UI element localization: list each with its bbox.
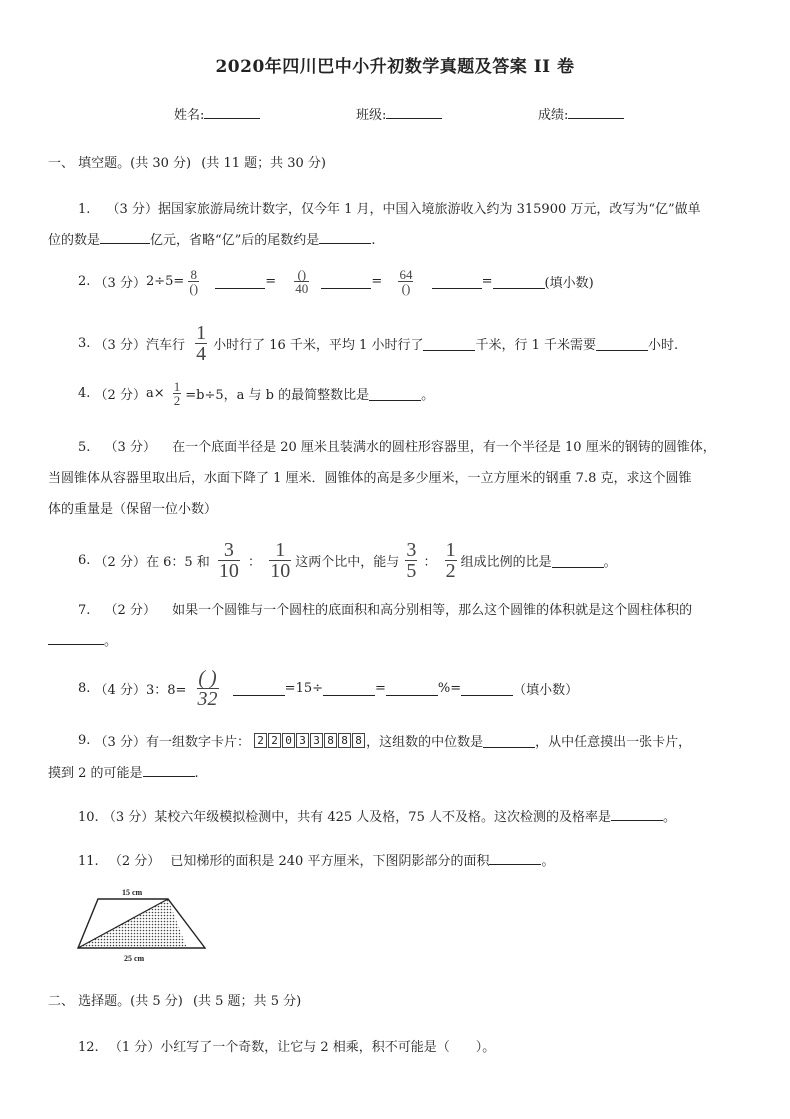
- number-card: 8: [338, 733, 351, 748]
- number-card: 3: [310, 733, 323, 748]
- answer-blank[interactable]: [461, 682, 513, 696]
- answer-blank[interactable]: [432, 275, 482, 289]
- question-score: （2 分）: [108, 854, 161, 869]
- question-number: 1.: [78, 202, 91, 217]
- question-text: .: [194, 766, 199, 781]
- question-number: 9.: [78, 733, 91, 748]
- score-label: 成绩:: [538, 108, 569, 123]
- number-card: 0: [282, 733, 295, 748]
- question-text: 位的数是: [48, 233, 101, 248]
- question-number: 11.: [78, 854, 99, 869]
- question-8: [78, 668, 578, 709]
- question-12: [78, 1036, 495, 1055]
- bottom-length-label: 25 cm: [124, 954, 145, 963]
- name-blank[interactable]: [204, 105, 260, 119]
- question-text: 某校六年级模拟检测中，共有 425 人及格，75 人不及格。这次检测的及格率是: [154, 810, 611, 825]
- question-number: 2.: [78, 274, 91, 289]
- question-text: 2÷5=: [145, 274, 185, 289]
- question-text: 如果一个圆锥与一个圆柱的底面积和高分别相等，那么这个圆锥的体积就是这个圆柱体积的: [172, 603, 693, 618]
- question-number: 10.: [78, 810, 99, 825]
- answer-blank[interactable]: [319, 230, 371, 244]
- section-meta: (共 11 题；共 30 分): [201, 156, 326, 171]
- answer-blank[interactable]: [233, 682, 285, 696]
- question-text: 在 6：5 和: [145, 555, 210, 570]
- question-score: （3 分）: [102, 810, 155, 825]
- question-number: 7.: [78, 603, 91, 618]
- question-text: 摸到 2 的可能是: [48, 766, 143, 781]
- question-text: 3：8=: [145, 683, 187, 698]
- question-text: 小红写了一个奇数，让它与 2 相乘，积不可能是（ ）。: [160, 1040, 496, 1055]
- question-text: （填小数）: [513, 683, 579, 698]
- question-text: ，这组数的中位数是: [366, 735, 484, 750]
- answer-blank[interactable]: [100, 230, 150, 244]
- page-title: 2020年四川巴中小升初数学真题及答案 II 卷: [215, 57, 575, 77]
- question-number: 12.: [78, 1040, 99, 1055]
- question-text: 在一个底面半径是 20 厘米且装满水的圆柱形容器里，有一个半径是 10 厘米的钢铸的圆锥体，: [172, 440, 716, 455]
- answer-blank[interactable]: [386, 682, 438, 696]
- question-10: [78, 806, 676, 825]
- number-card: 8: [352, 733, 365, 748]
- number-card: 2: [268, 733, 281, 748]
- fraction: $\frac{64}{()}$: [399, 267, 413, 296]
- question-score: （2 分）: [94, 388, 146, 403]
- section-meta: (共 5 题；共 5 分): [192, 994, 302, 1009]
- equals-sign: =: [265, 274, 277, 289]
- number-cards: [254, 733, 366, 748]
- question-number: 8.: [78, 681, 91, 696]
- question-text: 有一组数字卡片：: [145, 735, 250, 750]
- answer-blank[interactable]: [423, 337, 475, 351]
- question-text: 小时行了 16 千米，平均 1 小时行了: [213, 338, 424, 353]
- fraction: $\frac{( )}{32}$: [197, 667, 218, 710]
- question-score: （2 分）: [94, 555, 146, 570]
- score-blank[interactable]: [568, 105, 624, 119]
- colon: ：: [248, 555, 262, 570]
- class-blank[interactable]: [386, 105, 442, 119]
- equals-sign: =: [481, 274, 493, 289]
- fraction: $\frac{()}{40}$: [295, 267, 309, 296]
- answer-blank[interactable]: [215, 275, 265, 289]
- question-text: 汽车行: [145, 338, 185, 353]
- question-7-line2: [48, 630, 117, 649]
- number-card: 3: [296, 733, 309, 748]
- question-text: .: [371, 233, 376, 248]
- section-header: [48, 152, 326, 171]
- section-label: 一、 填空题。(共 30 分): [48, 156, 192, 171]
- fraction: $\frac{3}{10}$: [218, 539, 239, 582]
- answer-blank[interactable]: [611, 807, 663, 821]
- question-score: （3 分）: [94, 735, 146, 750]
- trapezoid-figure: [70, 884, 210, 966]
- question-number: 6.: [78, 553, 91, 568]
- question-5: [78, 436, 716, 455]
- question-number: 4.: [78, 386, 91, 401]
- question-text: =: [375, 681, 386, 696]
- question-text: 这两个比中，能与: [295, 555, 400, 570]
- number-card: 2: [254, 733, 267, 748]
- question-text: 组成比例的比是: [460, 555, 552, 570]
- fraction: $\frac{1}{2}$: [445, 539, 456, 582]
- answer-blank[interactable]: [493, 275, 545, 289]
- answer-blank[interactable]: [321, 275, 371, 289]
- question-text: 。: [421, 388, 435, 403]
- fraction: $\frac{1}{2}$: [173, 379, 181, 408]
- question-score: （4 分）: [94, 683, 146, 698]
- question-text: 千米，行 1 千米需要: [475, 338, 596, 353]
- answer-blank[interactable]: [596, 337, 648, 351]
- question-text: (填小数): [544, 276, 594, 291]
- question-4: [78, 380, 434, 407]
- question-text: 亿元，省略“亿”后的尾数约是: [150, 233, 320, 248]
- fraction: $\frac{3}{5}$: [406, 539, 417, 582]
- class-field: [356, 104, 442, 123]
- question-score: （3 分）: [104, 440, 156, 455]
- question-9: [78, 731, 691, 750]
- answer-blank[interactable]: [323, 682, 375, 696]
- question-score: （1 分）: [108, 1040, 161, 1055]
- fraction: $\frac{8}{()}$: [189, 267, 199, 296]
- question-text: ，从中任意摸出一张卡片，: [535, 735, 692, 750]
- score-field: [538, 104, 624, 123]
- class-label: 班级:: [356, 108, 387, 123]
- name-field: [174, 104, 260, 123]
- section-header: [48, 990, 301, 1009]
- question-text: 。: [663, 810, 677, 825]
- question-score: （2 分）: [104, 603, 156, 618]
- question-text: 当圆锥体从容器里取出后，水面下降了 1 厘米．圆锥体的高是多少厘米，一立方厘米的钢重 7.8 克，求这个圆锥: [48, 471, 692, 486]
- question-text: 。: [104, 634, 118, 649]
- answer-blank[interactable]: [483, 734, 535, 748]
- question-text: 体的重量是（保留一位小数）: [48, 502, 218, 517]
- question-score: （3 分）: [94, 338, 146, 353]
- name-label: 姓名:: [174, 108, 205, 123]
- question-3: [78, 323, 678, 364]
- section-label: 二、 选择题。(共 5 分): [48, 994, 183, 1009]
- question-9-line2: [48, 762, 199, 781]
- answer-blank[interactable]: [48, 631, 104, 645]
- question-11: [78, 850, 554, 869]
- top-length-label: 15 cm: [122, 888, 143, 897]
- question-text: =15÷: [284, 681, 323, 696]
- question-1: [78, 198, 701, 217]
- answer-blank[interactable]: [552, 554, 604, 568]
- question-text: 。: [541, 854, 555, 869]
- question-text: a×: [145, 386, 165, 401]
- question-number: 3.: [78, 336, 91, 351]
- question-number: 5.: [78, 440, 91, 455]
- question-text: 。: [603, 555, 617, 570]
- question-score: （3 分）: [94, 276, 146, 291]
- question-score: （3 分）: [106, 202, 158, 217]
- question-2: [78, 268, 594, 295]
- fraction: $\frac{1}{10}$: [270, 539, 291, 582]
- colon: ：: [423, 555, 437, 570]
- question-text: 小时.: [648, 338, 679, 353]
- question-6: [78, 540, 617, 581]
- number-card: 8: [324, 733, 337, 748]
- question-text: %=: [437, 681, 462, 696]
- trapezoid-diagram: [70, 884, 210, 966]
- question-7: [78, 599, 692, 618]
- equals-sign: =: [371, 274, 383, 289]
- answer-blank[interactable]: [143, 763, 195, 777]
- question-1-line2: [48, 229, 375, 248]
- fraction: $\frac{1}{4}$: [196, 322, 207, 365]
- answer-blank[interactable]: [489, 851, 541, 865]
- question-text: =b÷5，a 与 b 的最简整数比是: [185, 388, 370, 403]
- answer-blank[interactable]: [369, 387, 421, 401]
- question-text: 已知梯形的面积是 240 平方厘米，下图阴影部分的面积: [170, 854, 490, 869]
- question-text: 据国家旅游局统计数字，仅今年 1 月，中国入境旅游收入约为 315900 万元，改写为“亿”做单: [157, 202, 701, 217]
